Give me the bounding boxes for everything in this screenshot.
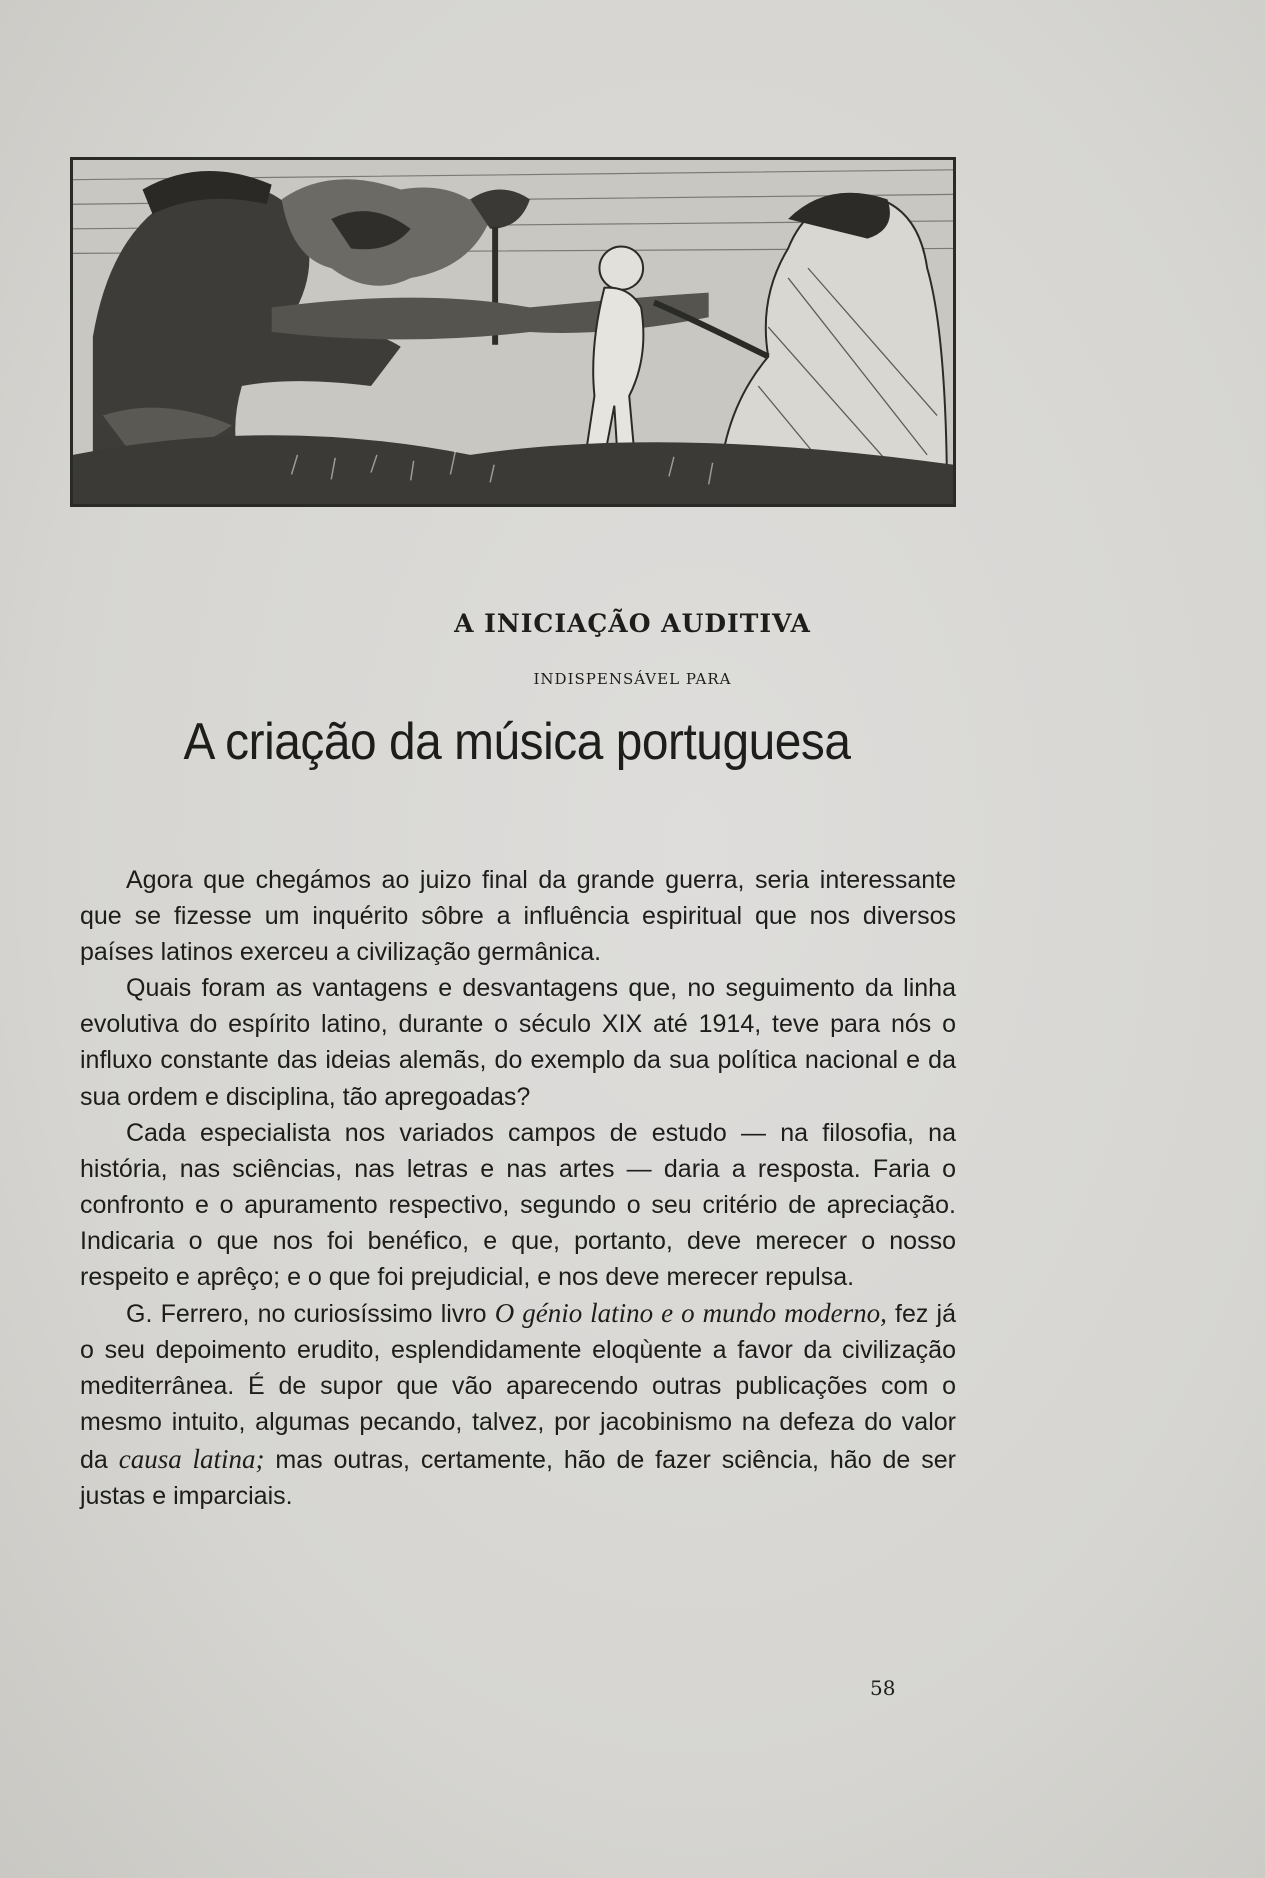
paragraph-text: mas outras, certamente, hão de fazer sciência, hão de ser justas e imparciais. [80, 1445, 956, 1510]
book-title-italic: O génio latino e o mundo moderno, [494, 1298, 887, 1329]
paragraph-text: G. Ferrero, no curiosíssimo livro [126, 1300, 495, 1329]
article-body [80, 862, 956, 1514]
paragraph-text: Agora que chegámos ao juizo final da grande guerra, seria interessante que se fizesse um inquérito sôbre a influência espiritual que nos diversos países latinos exerceu a civilização germânica. [80, 866, 956, 967]
paragraph-text: Cada especialista nos variados campos de estudo — na filosofia, na história, nas sciências, nas letras e nas artes — daria a resposta. Faria o confronto e o apuramento respectivo, segundo o seu critério de apreciação. Indicaria o que nos foi benéfico, e que, portanto, deve merecer o nosso respeito e aprêço; e o que foi prejudicial, e nos deve merecer repulsa. [80, 1118, 956, 1292]
article-title: A criação da música portuguesa [183, 713, 851, 771]
paragraph-text: fez já o seu depoimento erudito, esplendidamente eloqùente a favor da civilização mediterrânea. É de supor que vão aparecendo outras publicações com o mesmo intuito, algumas pecando, talvez, por jacobinismo na defeza do valor da [80, 1300, 956, 1474]
paragraph-text: Quais foram as vantagens e desvantagens que, no seguimento da linha evolutiva do espírito latino, durante o século XIX até 1914, teve para nós o influxo constante das ideias alemãs, do exemplo da sua política nacional e da sua ordem e disciplina, tão apregoadas? [80, 974, 956, 1111]
paragraph-1 [80, 862, 956, 970]
causa-latina-italic: causa latina; [118, 1443, 265, 1474]
paragraph-4 [80, 1295, 956, 1514]
engraving-drawing [73, 160, 953, 504]
article-kicker: A INICIAÇÃO AUDITIVA [454, 609, 811, 638]
paragraph-2 [80, 970, 956, 1114]
engraving-illustration [70, 157, 956, 507]
page-number: 58 [870, 1676, 896, 1700]
paragraph-3 [80, 1115, 956, 1295]
article-kicker-subline: INDISPENSÁVEL PARA [533, 670, 732, 688]
